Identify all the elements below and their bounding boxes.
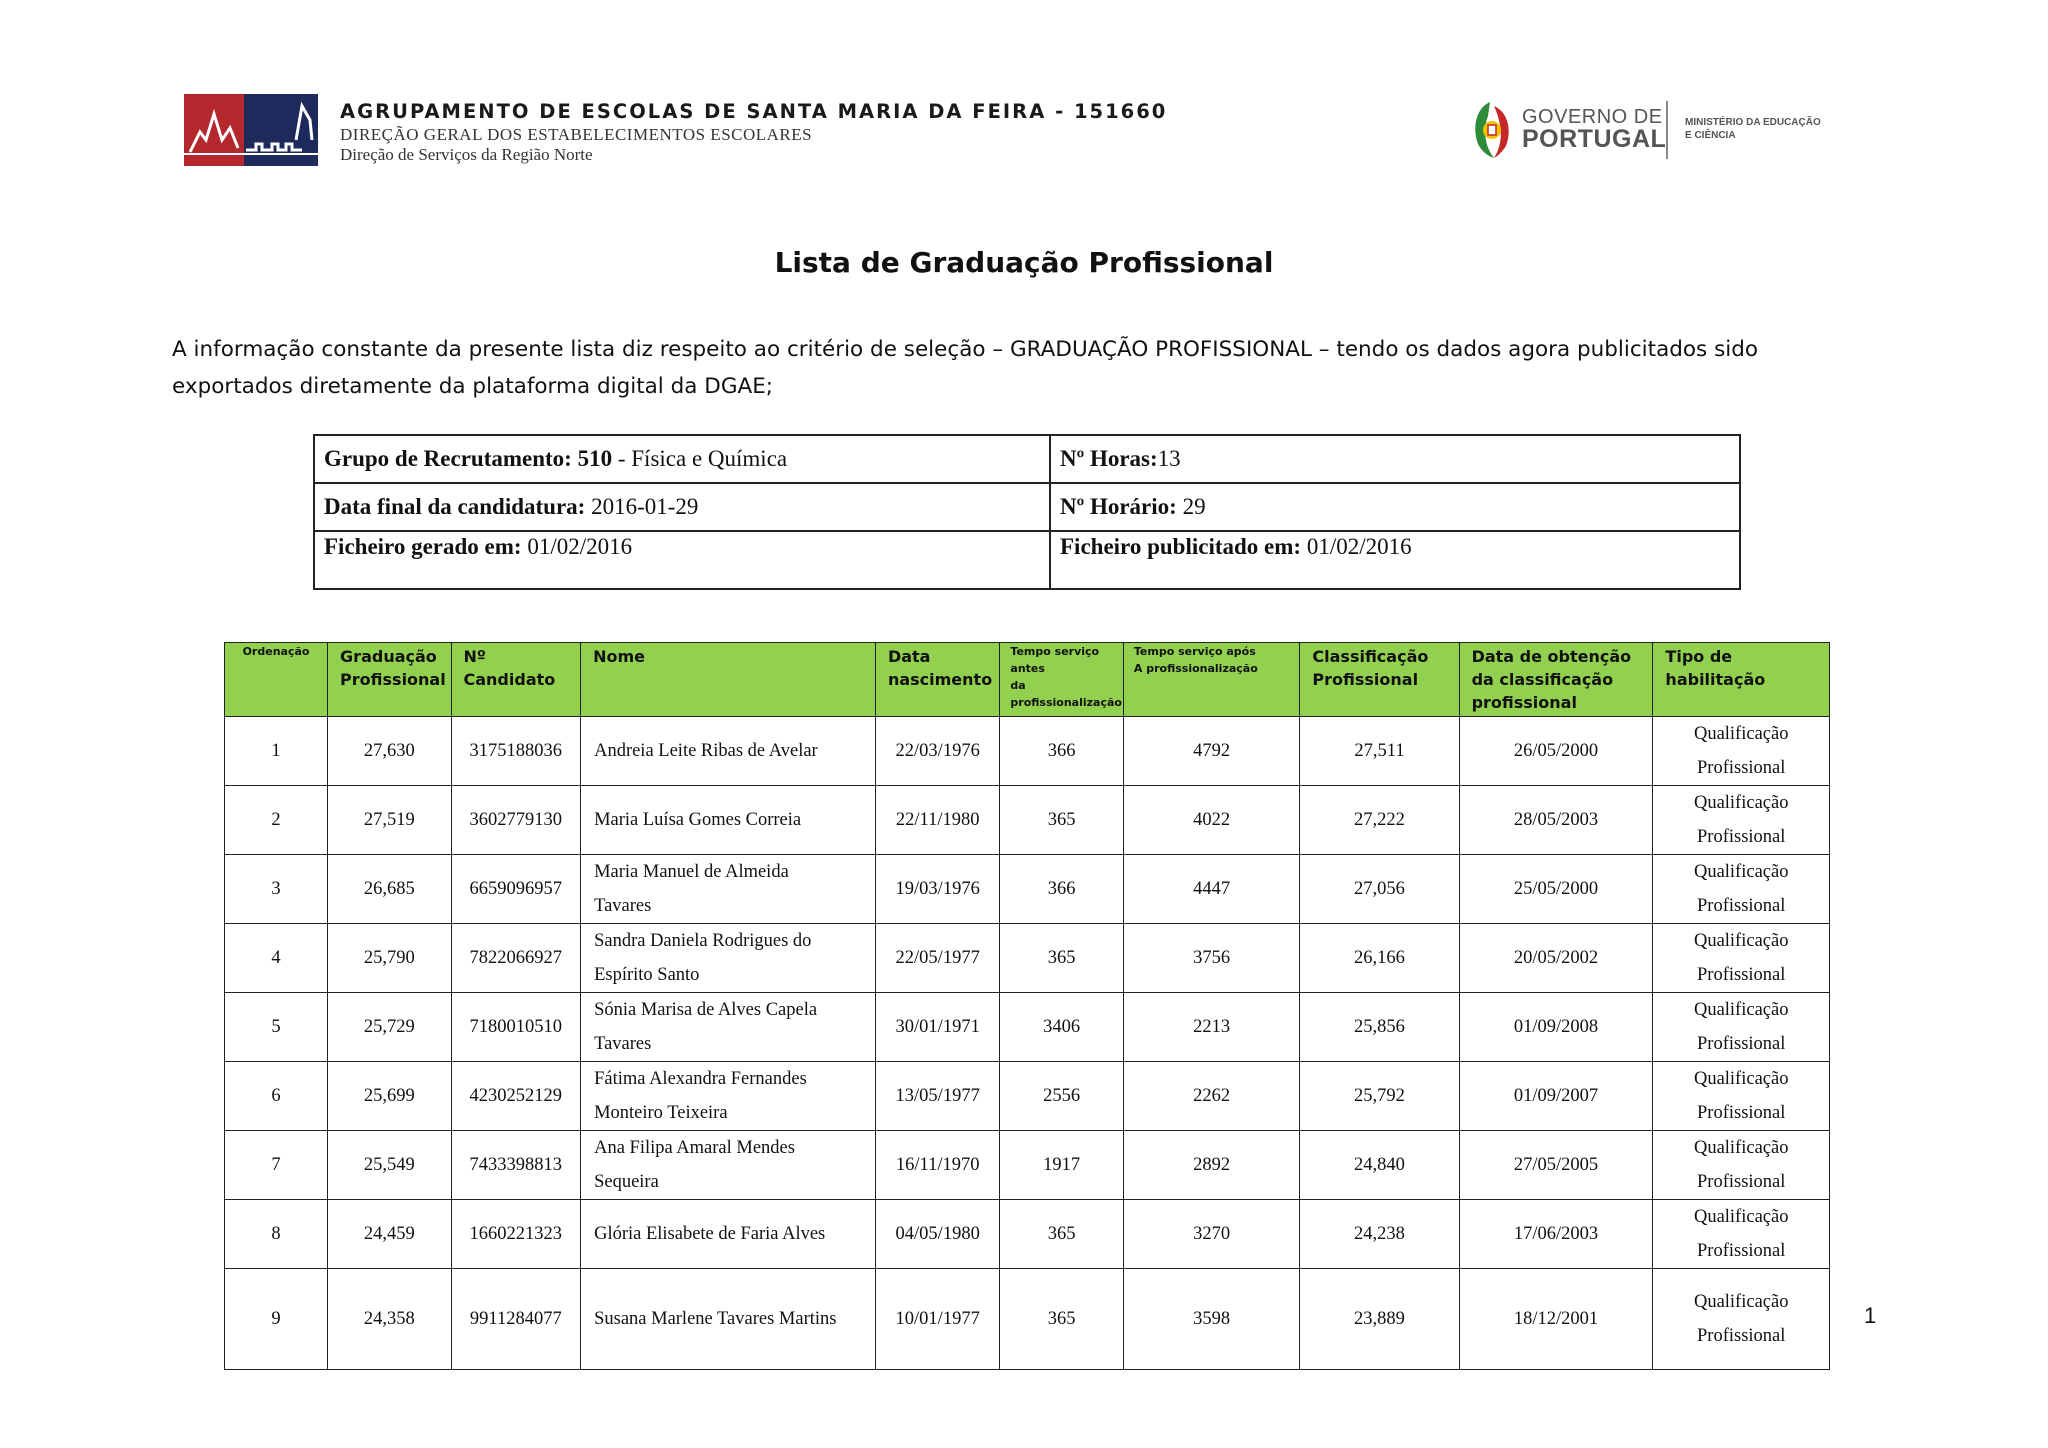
col-tempo-antes: Tempo serviço antes da profissionalização [1000,643,1123,717]
cell-nascimento: 13/05/1977 [875,1062,999,1131]
col-data-obtencao: Data de obtenção da classificação profissional [1459,643,1653,717]
cell-candidato: 3602779130 [451,786,581,855]
col-tempo-apos: Tempo serviço após A profissionalização [1123,643,1300,717]
cell-graduacao: 25,790 [328,924,451,993]
cell-tempo-antes: 365 [1000,786,1123,855]
cell-tempo-apos: 4792 [1123,717,1300,786]
cell-graduacao: 24,459 [328,1200,451,1269]
table-row [225,1269,1830,1370]
cell-nascimento: 10/01/1977 [875,1269,999,1370]
col-candidato: Nº Candidato [451,643,581,717]
cell-data-obtencao: 27/05/2005 [1459,1131,1653,1200]
cell-tempo-apos: 3598 [1123,1269,1300,1370]
gerado-value: 01/02/2016 [521,534,633,559]
cell-classificacao: 26,166 [1300,924,1459,993]
cell-ordenacao: 8 [225,1200,328,1269]
intro-line2: exportados diretamente da plataforma digital da DGAE; [172,374,774,399]
cell-tempo-apos: 2892 [1123,1131,1300,1200]
info-table [313,434,1741,590]
cell-graduacao: 26,685 [328,855,451,924]
cell-tempo-apos: 4447 [1123,855,1300,924]
cell-nome: Andreia Leite Ribas de Avelar [581,717,876,786]
cell-tempo-apos: 3756 [1123,924,1300,993]
table-row [225,855,1830,924]
cell-ordenacao: 1 [225,717,328,786]
school-logo [182,92,320,168]
cell-nascimento: 30/01/1971 [875,993,999,1062]
horas-label: Nº Horas: [1060,446,1158,471]
gerado-label: Ficheiro gerado em: [324,534,522,559]
cell-candidato: 4230252129 [451,1062,581,1131]
cell-nome: Fátima Alexandra Fernandes Monteiro Teixeira [581,1062,876,1131]
horario-value: 29 [1176,494,1206,519]
cell-classificacao: 27,222 [1300,786,1459,855]
grupo-value: - Física e Química [612,446,788,471]
gerado-cell [314,531,1050,589]
publicado-value: 01/02/2016 [1301,534,1412,559]
ministry-line2: E CIÊNCIA [1685,130,1736,141]
cell-tempo-apos: 3270 [1123,1200,1300,1269]
cell-candidato: 7822066927 [451,924,581,993]
cell-nome: Ana Filipa Amaral Mendes Sequeira [581,1131,876,1200]
table-row [225,717,1830,786]
cell-graduacao: 27,630 [328,717,451,786]
cell-tempo-antes: 366 [1000,855,1123,924]
school-header-text [340,100,1167,165]
cell-nascimento: 19/03/1976 [875,855,999,924]
cell-tipo: Qualificação Profissional [1653,1062,1830,1131]
cell-data-obtencao: 18/12/2001 [1459,1269,1653,1370]
ministry-name [1685,116,1821,142]
cell-tipo: Qualificação Profissional [1653,717,1830,786]
col-graduacao: Graduação Profissional [328,643,451,717]
cell-classificacao: 27,511 [1300,717,1459,786]
cell-tempo-antes: 365 [1000,1200,1123,1269]
data-final-value: 2016-01-29 [585,494,699,519]
ministry-line1: MINISTÉRIO DA EDUCAÇÃO [1685,117,1821,128]
cell-tipo: Qualificação Profissional [1653,855,1830,924]
cell-nascimento: 22/03/1976 [875,717,999,786]
page-number: 1 [1864,1303,1877,1328]
cell-data-obtencao: 28/05/2003 [1459,786,1653,855]
col-nome: Nome [581,643,876,717]
cell-nome: Sandra Daniela Rodrigues do Espírito Santo [581,924,876,993]
cell-classificacao: 24,238 [1300,1200,1459,1269]
table-row [225,1131,1830,1200]
cell-nome: Maria Manuel de Almeida Tavares [581,855,876,924]
cell-tempo-apos: 4022 [1123,786,1300,855]
cell-nome: Maria Luísa Gomes Correia [581,786,876,855]
table-row [225,786,1830,855]
cell-tipo: Qualificação Profissional [1653,1269,1830,1370]
cell-classificacao: 27,056 [1300,855,1459,924]
cell-graduacao: 24,358 [328,1269,451,1370]
intro-paragraph [172,331,1812,405]
cell-candidato: 7433398813 [451,1131,581,1200]
cell-tempo-antes: 1917 [1000,1131,1123,1200]
cell-nome: Susana Marlene Tavares Martins [581,1269,876,1370]
cell-ordenacao: 5 [225,993,328,1062]
graduation-table [224,642,1830,1370]
dept-name: DIREÇÃO GERAL DOS ESTABELECIMENTOS ESCOLARES [340,125,813,144]
cell-classificacao: 25,856 [1300,993,1459,1062]
gov-wordmark [1522,107,1666,151]
publicado-label: Ficheiro publicitado em: [1060,534,1302,559]
horario-label: Nº Horário: [1060,494,1177,519]
cell-tempo-antes: 3406 [1000,993,1123,1062]
cell-candidato: 3175188036 [451,717,581,786]
cell-nascimento: 22/11/1980 [875,786,999,855]
table-row [225,1200,1830,1269]
cell-tempo-antes: 365 [1000,924,1123,993]
cell-tempo-apos: 2262 [1123,1062,1300,1131]
cell-tipo: Qualificação Profissional [1653,1131,1830,1200]
cell-tempo-antes: 365 [1000,1269,1123,1370]
cell-nascimento: 04/05/1980 [875,1200,999,1269]
cell-ordenacao: 2 [225,786,328,855]
horas-value: 13 [1157,446,1181,471]
cell-tipo: Qualificação Profissional [1653,786,1830,855]
cell-ordenacao: 4 [225,924,328,993]
cell-classificacao: 24,840 [1300,1131,1459,1200]
cell-classificacao: 23,889 [1300,1269,1459,1370]
horario-cell [1050,483,1740,531]
gov-divider [1666,101,1668,159]
cell-ordenacao: 3 [225,855,328,924]
data-final-label: Data final da candidatura: [324,494,586,519]
col-classificacao: Classificação Profissional [1300,643,1459,717]
cell-graduacao: 25,729 [328,993,451,1062]
cell-tipo: Qualificação Profissional [1653,1200,1830,1269]
cell-data-obtencao: 20/05/2002 [1459,924,1653,993]
cell-candidato: 7180010510 [451,993,581,1062]
cell-data-obtencao: 01/09/2008 [1459,993,1653,1062]
data-final-cell [314,483,1050,531]
table-row [225,993,1830,1062]
cell-graduacao: 25,549 [328,1131,451,1200]
cell-data-obtencao: 17/06/2003 [1459,1200,1653,1269]
col-tipo: Tipo de habilitação [1653,643,1830,717]
cell-candidato: 6659096957 [451,855,581,924]
gov-line1: GOVERNO DE [1522,106,1663,128]
page-title: Lista de Graduação Profissional [774,246,1274,279]
cell-tempo-antes: 2556 [1000,1062,1123,1131]
cell-data-obtencao: 25/05/2000 [1459,855,1653,924]
table-row [225,924,1830,993]
grupo-label: Grupo de Recrutamento: 510 [324,446,613,471]
cell-tipo: Qualificação Profissional [1653,924,1830,993]
region-name: Direção de Serviços da Região Norte [340,145,593,164]
col-ordenacao: Ordenação [225,643,328,717]
gov-line2: PORTUGAL [1522,125,1667,153]
cell-nascimento: 22/05/1977 [875,924,999,993]
publicado-cell [1050,531,1740,589]
cell-nome: Sónia Marisa de Alves Capela Tavares [581,993,876,1062]
cell-tempo-antes: 366 [1000,717,1123,786]
org-name: AGRUPAMENTO DE ESCOLAS DE SANTA MARIA DA FEIRA - 151660 [340,100,1168,123]
cell-nascimento: 16/11/1970 [875,1131,999,1200]
horas-cell [1050,435,1740,483]
cell-data-obtencao: 26/05/2000 [1459,717,1653,786]
cell-tipo: Qualificação Profissional [1653,993,1830,1062]
grupo-cell [314,435,1050,483]
cell-classificacao: 25,792 [1300,1062,1459,1131]
portugal-emblem-icon [1468,98,1516,160]
cell-candidato: 9911284077 [451,1269,581,1370]
table-row [225,1062,1830,1131]
col-nascimento: Data nascimento [875,643,999,717]
cell-graduacao: 25,699 [328,1062,451,1131]
intro-line1: A informação constante da presente lista diz respeito ao critério de seleção – GRADUAÇÃO PROFISSIONAL – tendo os dados agora publicitados sido [172,337,1759,362]
cell-ordenacao: 7 [225,1131,328,1200]
cell-graduacao: 27,519 [328,786,451,855]
cell-ordenacao: 6 [225,1062,328,1131]
cell-data-obtencao: 01/09/2007 [1459,1062,1653,1131]
cell-nome: Glória Elisabete de Faria Alves [581,1200,876,1269]
cell-tempo-apos: 2213 [1123,993,1300,1062]
cell-ordenacao: 9 [225,1269,328,1370]
cell-candidato: 1660221323 [451,1200,581,1269]
